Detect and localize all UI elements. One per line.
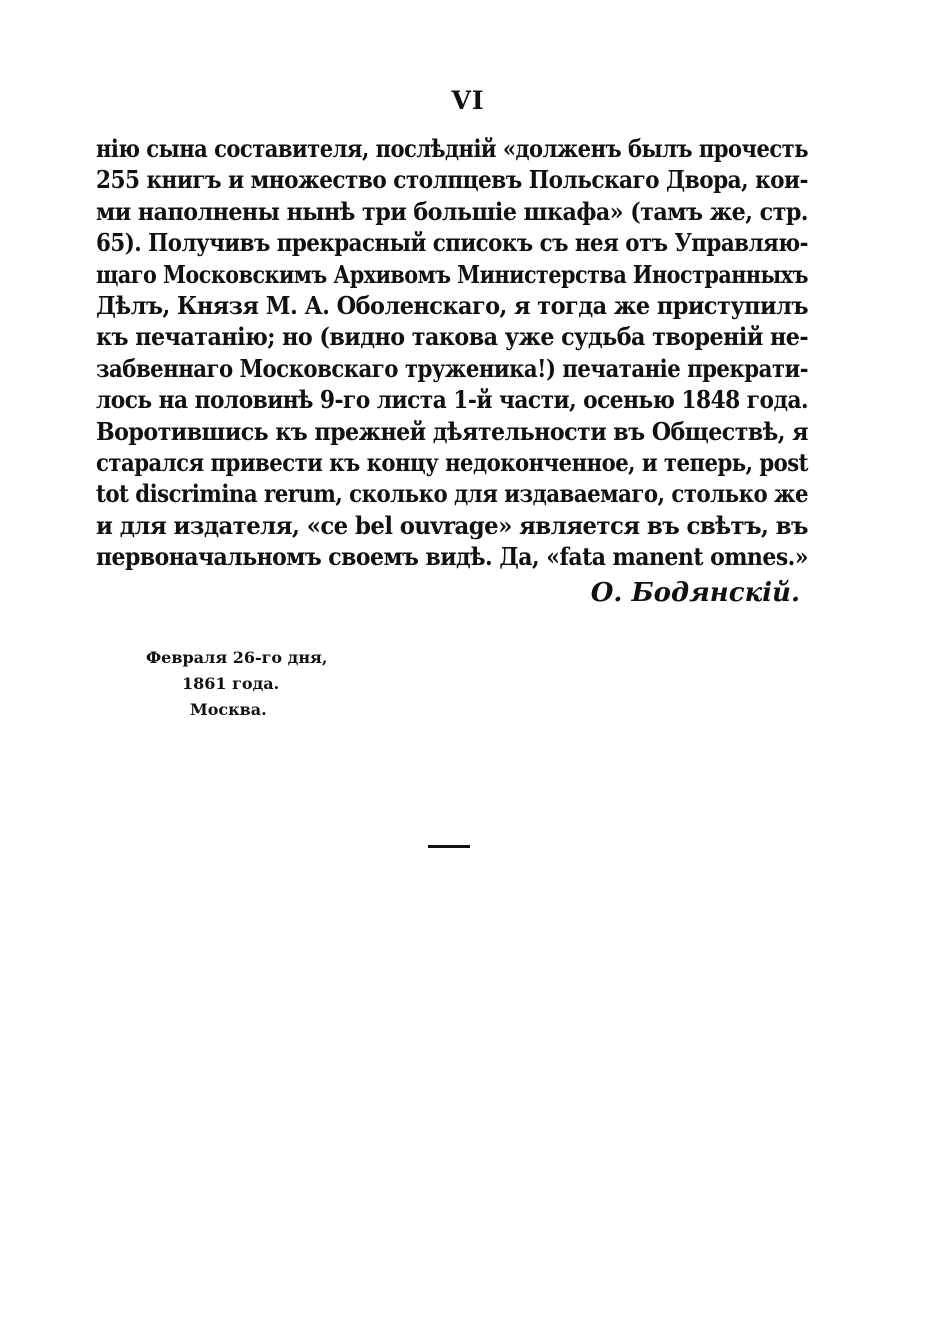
text-line: ми наполнены нынѣ три большiе шкафа» (тамъ же, стр.: [96, 196, 809, 226]
body-text: [96, 133, 808, 572]
author-signature: О. Бодянскiй.: [590, 578, 800, 608]
text-line: забвеннаго Московскаго труженика!) печатанiе прекрати-: [96, 353, 809, 383]
end-rule: [428, 845, 470, 848]
text-line: 255 книгъ и множество столпцевъ Польскаго Двора, кои-: [96, 165, 808, 195]
text-line: лось на половинѣ 9-го листа 1-й части, осенью 1848 года.: [96, 385, 809, 415]
text-line: Дѣлъ, Князя М. А. Оболенскаго, я тогда же приступилъ: [96, 290, 808, 320]
text-line: tot discrimina rerum, сколько для издаваемаго, столько же: [96, 479, 809, 509]
dateline: [146, 645, 346, 723]
text-line: старался привести къ концу недоконченное, и теперь, post: [96, 447, 808, 477]
text-line: и для издателя, «ce bel ouvrage» является въ свѣтъ, въ: [96, 510, 808, 540]
text-line: щаго Московскимъ Архивомъ Министерства Иностранныхъ: [96, 259, 809, 289]
dateline-year: 1861 года.: [182, 674, 280, 693]
text-line: Воротившись къ прежней дѣятельности въ Обществѣ, я: [96, 416, 808, 446]
text-line: къ печатанiю; но (видно такова уже судьба творенiй не-: [96, 322, 809, 352]
text-line: первоначальномъ своемъ видѣ. Да, «fata manent omnes.»: [96, 542, 809, 572]
dateline-date: Февраля 26-го дня,: [146, 648, 328, 667]
text-line: 65). Получивъ прекрасный списокъ съ нея отъ Управляю-: [96, 228, 809, 258]
text-line: нію сына составителя, послѣднiй «долженъ былъ прочесть: [96, 134, 808, 163]
dateline-place: Москва.: [190, 700, 267, 719]
page-number: VI: [451, 86, 485, 115]
